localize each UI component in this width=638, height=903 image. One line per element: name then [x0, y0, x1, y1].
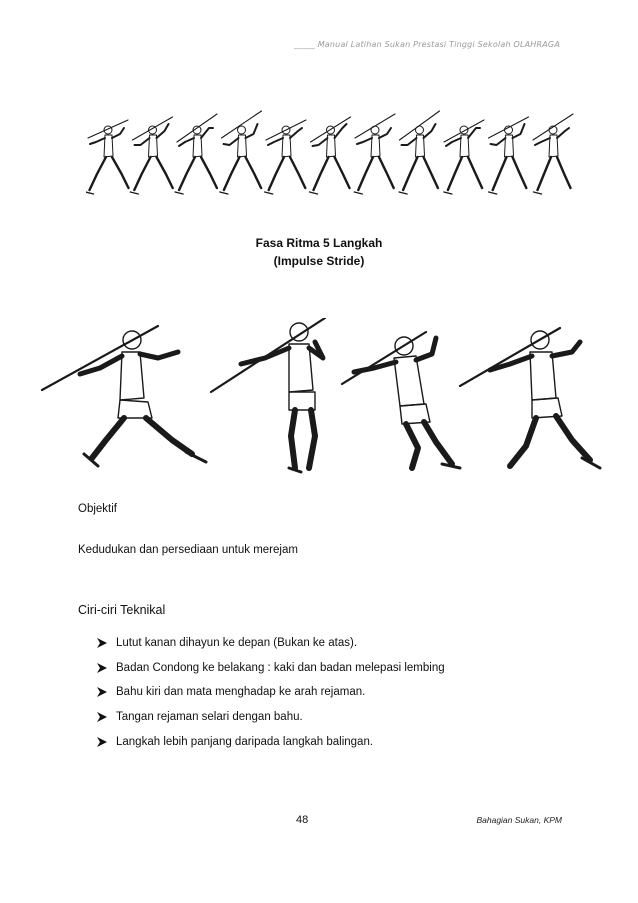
- athlete-figure-3: [342, 332, 460, 468]
- figure-title: Fasa Ritma 5 Langkah: [255, 236, 383, 250]
- list-item: [96, 705, 445, 730]
- list-item-text: Lutut kanan dihayun ke depan (Bukan ke atas).: [116, 637, 358, 650]
- arrow-bullet-icon: [96, 686, 108, 698]
- arrow-bullet-icon: [96, 662, 108, 674]
- objective-text: Kedudukan dan persediaan untuk merejam: [78, 544, 298, 556]
- arrow-bullet-icon: [96, 637, 108, 649]
- sequence-figure: [444, 120, 484, 194]
- technical-heading: Ciri-ciri Teknikal: [78, 603, 166, 617]
- sequence-figure: [220, 111, 262, 194]
- arrow-bullet-icon: [96, 711, 108, 723]
- sequence-figure: [310, 117, 351, 194]
- list-item: [96, 729, 445, 754]
- list-item-text: Langkah lebih panjang daripada langkah balingan.: [116, 735, 374, 748]
- figure-subtitle: (Impulse Stride): [273, 254, 365, 268]
- sequence-figure: [265, 120, 306, 194]
- list-item-text: Bahu kiri dan mata menghadap ke arah rejaman.: [116, 686, 366, 699]
- page-number: 48: [296, 814, 309, 826]
- list-item: [96, 631, 445, 656]
- javelin-sequence-illustration: [86, 108, 576, 200]
- sequence-figure: [533, 114, 573, 194]
- athlete-figure-1: [42, 326, 206, 466]
- sequence-figure: [354, 114, 395, 194]
- sequence-figure: [399, 111, 439, 194]
- technical-list: [96, 631, 445, 754]
- objective-heading: Objektif: [78, 503, 117, 515]
- sequence-figure: [86, 120, 129, 194]
- running-header: _____ Manual Latihan Sukan Prestasi Tinggi Sekolah OLAHRAGA: [293, 40, 560, 49]
- list-item: [96, 656, 445, 681]
- arrow-bullet-icon: [96, 736, 108, 748]
- list-item: [96, 680, 445, 705]
- athlete-figure-2: [211, 318, 325, 472]
- sequence-figure: [489, 117, 529, 194]
- list-item-text: Badan Condong ke belakang : kaki dan badan melepasi lembing: [116, 661, 445, 674]
- footer-publisher: Bahagian Sukan, KPM: [476, 815, 562, 825]
- sequence-figure: [175, 114, 217, 194]
- athlete-figure-4: [460, 328, 600, 468]
- sequence-figure: [130, 117, 172, 194]
- list-item-text: Tangan rejaman selari dengan bahu.: [116, 711, 303, 724]
- impulse-stride-illustration: [40, 318, 620, 488]
